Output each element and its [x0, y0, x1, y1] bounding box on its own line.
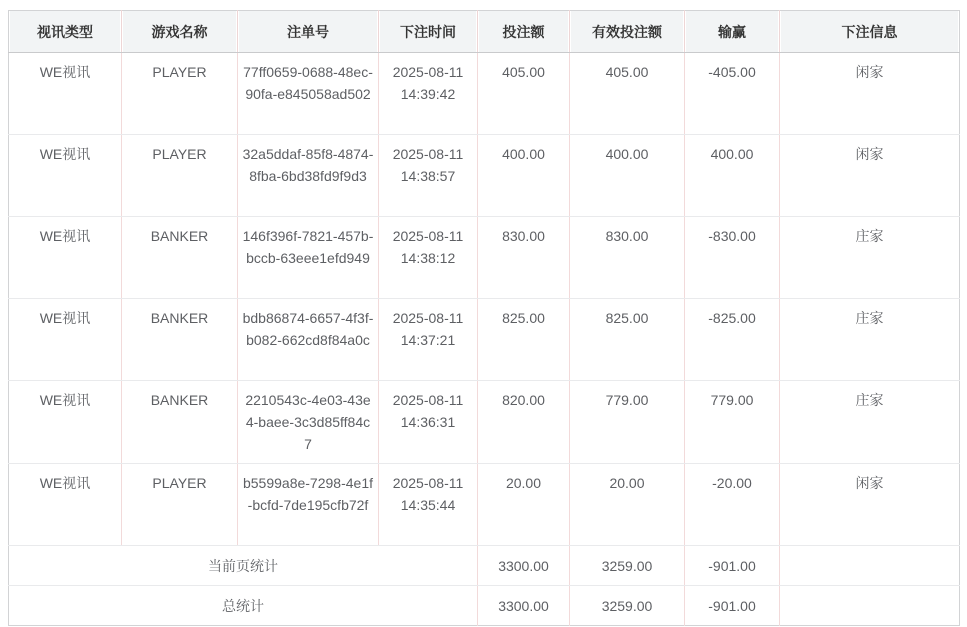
column-header-bet-info: 下注信息 [780, 11, 960, 53]
cell-bet-time: 2025-08-11 14:36:31 [379, 381, 478, 464]
cell-win-loss: -405.00 [685, 53, 780, 135]
cell-video-type: WE视讯 [9, 217, 122, 299]
cell-valid-bet-amount: 400.00 [570, 135, 685, 217]
column-header-game-name: 游戏名称 [122, 11, 238, 53]
column-header-valid-bet-amount: 有效投注额 [570, 11, 685, 53]
cell-valid-bet-amount: 779.00 [570, 381, 685, 464]
table-row [9, 135, 960, 217]
cell-bet-info: 闲家 [780, 464, 960, 546]
cell-bet-amount: 825.00 [478, 299, 570, 381]
column-header-bet-id: 注单号 [238, 11, 379, 53]
cell-bet-id: 32a5ddaf-85f8-4874-8fba-6bd38fd9f9d3 [238, 135, 379, 217]
cell-bet-info: 庄家 [780, 381, 960, 464]
cell-bet-time: 2025-08-11 14:37:21 [379, 299, 478, 381]
summary-valid-bet-amount: 3259.00 [570, 586, 685, 626]
cell-valid-bet-amount: 20.00 [570, 464, 685, 546]
cell-bet-time: 2025-08-11 14:38:57 [379, 135, 478, 217]
table-row [9, 464, 960, 546]
cell-win-loss: -830.00 [685, 217, 780, 299]
cell-bet-amount: 20.00 [478, 464, 570, 546]
summary-label-total: 总统计 [9, 586, 478, 626]
summary-row-current-page [9, 546, 960, 586]
column-header-win-loss: 输赢 [685, 11, 780, 53]
cell-bet-id: 2210543c-4e03-43e4-baee-3c3d85ff84c7 [238, 381, 379, 464]
cell-bet-amount: 405.00 [478, 53, 570, 135]
cell-bet-amount: 830.00 [478, 217, 570, 299]
table-header [9, 11, 960, 53]
cell-bet-time: 2025-08-11 14:39:42 [379, 53, 478, 135]
cell-game-name: PLAYER [122, 53, 238, 135]
cell-game-name: BANKER [122, 381, 238, 464]
summary-bet-amount: 3300.00 [478, 586, 570, 626]
table-row [9, 381, 960, 464]
cell-bet-info: 闲家 [780, 53, 960, 135]
summary-empty-cell [780, 586, 960, 626]
column-header-video-type: 视讯类型 [9, 11, 122, 53]
cell-game-name: PLAYER [122, 464, 238, 546]
cell-bet-amount: 400.00 [478, 135, 570, 217]
summary-valid-bet-amount: 3259.00 [570, 546, 685, 586]
summary-label-current-page: 当前页统计 [9, 546, 478, 586]
cell-game-name: PLAYER [122, 135, 238, 217]
summary-empty-cell [780, 546, 960, 586]
cell-game-name: BANKER [122, 299, 238, 381]
cell-bet-info: 庄家 [780, 299, 960, 381]
cell-win-loss: 779.00 [685, 381, 780, 464]
cell-valid-bet-amount: 830.00 [570, 217, 685, 299]
cell-bet-id: bdb86874-6657-4f3f-b082-662cd8f84a0c [238, 299, 379, 381]
cell-win-loss: 400.00 [685, 135, 780, 217]
cell-video-type: WE视讯 [9, 381, 122, 464]
bet-records-table [8, 10, 960, 626]
cell-win-loss: -825.00 [685, 299, 780, 381]
cell-video-type: WE视讯 [9, 299, 122, 381]
cell-bet-time: 2025-08-11 14:35:44 [379, 464, 478, 546]
cell-valid-bet-amount: 405.00 [570, 53, 685, 135]
cell-game-name: BANKER [122, 217, 238, 299]
cell-bet-info: 庄家 [780, 217, 960, 299]
column-header-bet-time: 下注时间 [379, 11, 478, 53]
cell-video-type: WE视讯 [9, 464, 122, 546]
table-body [9, 53, 960, 626]
cell-bet-time: 2025-08-11 14:38:12 [379, 217, 478, 299]
cell-valid-bet-amount: 825.00 [570, 299, 685, 381]
table-row [9, 299, 960, 381]
cell-win-loss: -20.00 [685, 464, 780, 546]
column-header-bet-amount: 投注额 [478, 11, 570, 53]
cell-bet-id: b5599a8e-7298-4e1f-bcfd-7de195cfb72f [238, 464, 379, 546]
summary-row-total [9, 586, 960, 626]
table-row [9, 53, 960, 135]
cell-bet-id: 146f396f-7821-457b-bccb-63eee1efd949 [238, 217, 379, 299]
cell-bet-id: 77ff0659-0688-48ec-90fa-e845058ad502 [238, 53, 379, 135]
header-row [9, 11, 960, 53]
table-row [9, 217, 960, 299]
cell-video-type: WE视讯 [9, 53, 122, 135]
cell-video-type: WE视讯 [9, 135, 122, 217]
cell-bet-amount: 820.00 [478, 381, 570, 464]
summary-bet-amount: 3300.00 [478, 546, 570, 586]
summary-win-loss: -901.00 [685, 546, 780, 586]
cell-bet-info: 闲家 [780, 135, 960, 217]
summary-win-loss: -901.00 [685, 586, 780, 626]
